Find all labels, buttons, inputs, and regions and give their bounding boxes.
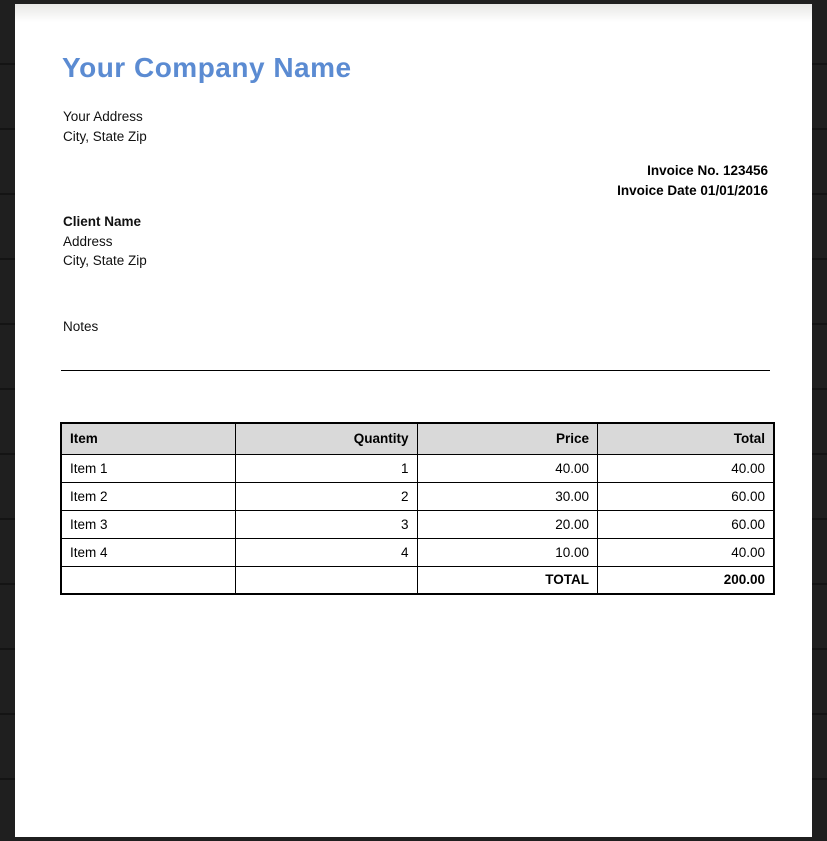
cell-price: 40.00 [417,454,597,482]
header-total: Total [597,423,774,454]
invoice-number: Invoice No. 123456 [647,163,768,178]
cell-quantity: 4 [235,538,417,566]
client-name: Client Name [63,214,142,229]
table-total-row [61,566,774,594]
client-address-line1: Address [63,233,113,249]
cell-total: 40.00 [597,538,774,566]
cell-empty [235,566,417,594]
company-address-line2: City, State Zip [63,128,147,144]
total-value: 200.00 [597,566,774,594]
cell-item-name: Item 2 [61,482,235,510]
invoice-date: Invoice Date 01/01/2016 [617,182,768,198]
total-label: TOTAL [417,566,597,594]
cell-quantity: 2 [235,482,417,510]
table-row [61,482,774,510]
invoice-page [15,4,812,837]
cell-empty [61,566,235,594]
section-divider-line [61,370,770,371]
notes-label: Notes [63,319,99,334]
company-name-heading: Your Company Name [62,52,352,83]
table-row [61,510,774,538]
cell-total: 40.00 [597,454,774,482]
cell-price: 10.00 [417,538,597,566]
line-items-table [60,422,775,595]
table-row [61,538,774,566]
table-header-row [61,423,774,454]
header-price: Price [417,423,597,454]
cell-quantity: 3 [235,510,417,538]
header-item: Item [61,423,235,454]
table-row [61,454,774,482]
cell-total: 60.00 [597,510,774,538]
cell-price: 30.00 [417,482,597,510]
cell-price: 20.00 [417,510,597,538]
header-quantity: Quantity [235,423,417,454]
invoice-meta-block [617,161,768,200]
cell-item-name: Item 4 [61,538,235,566]
cell-item-name: Item 3 [61,510,235,538]
company-address-line1: Your Address [63,109,143,124]
cell-item-name: Item 1 [61,454,235,482]
cell-total: 60.00 [597,482,774,510]
client-info-block [63,212,147,271]
company-address-block [63,107,147,146]
client-address-line2: City, State Zip [63,253,147,268]
cell-quantity: 1 [235,454,417,482]
